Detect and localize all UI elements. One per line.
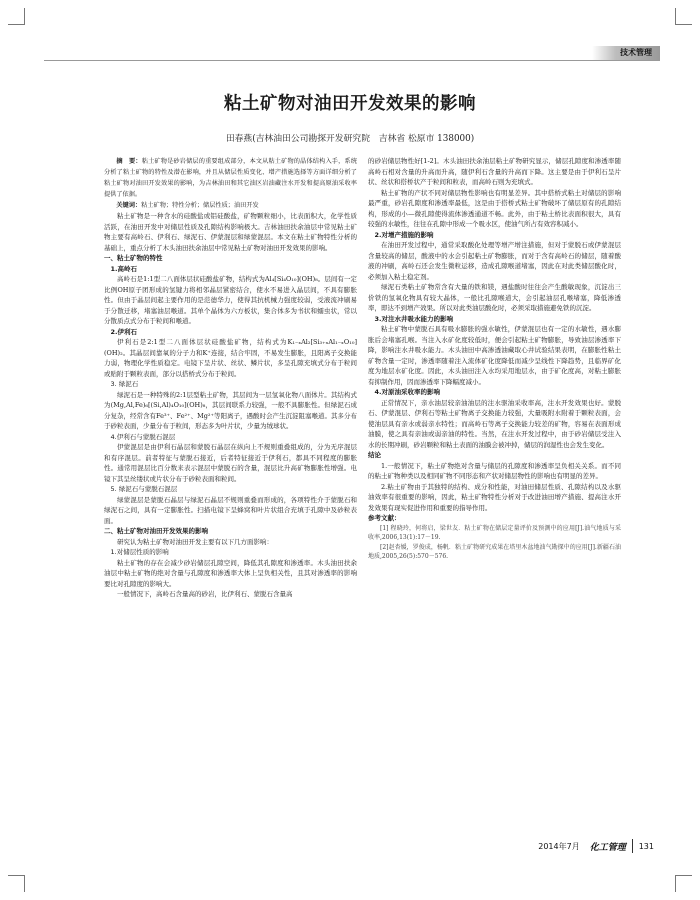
- paragraph: 2.粘土矿物由于其独特的结构、成分和性能，对油田储层性质、孔隙结构以及水驱油效率有很重要的影响，因此，粘土矿物特性分析对于改进油田增产措施、提高注水开发效果有现实促进作用和重要的指导作用。: [368, 482, 621, 512]
- subsection-heading: 2.对增产措施的影响: [374, 230, 434, 239]
- subsection-heading: 2.伊利石: [110, 327, 137, 336]
- right-column: [368, 156, 621, 562]
- subsection-heading: 4.对原油采收率的影响: [374, 388, 440, 396]
- paragraph: 研究认为粘土矿物对油田开发主要有以下几方面影响：: [117, 537, 273, 546]
- subsection-heading: 3. 绿泥石: [110, 380, 139, 388]
- paragraph: 正常情况下，亲水油层较亲油油层的注水驱油采收率高，注水开发效果也好。蒙脱石、伊蒙混层、伊利石等粘土矿物离子交换能力较强，大量吸附水附着于颗粒表面，会使油层具有亲水或弱亲水特性；而高岭石等离子交换能力较差的矿物，容易在表面形成油膜，使之具有亲油或弱亲油的特性。当然，在注水开发过程中，由于砂岩储层受注入水的长期冲刷，砂岩颗粒和粘土表面的油膜会被冲掉，储层的润湿性也会发生变化。: [368, 398, 621, 449]
- subsection-heading: 3.对注水井吸水能力的影响: [374, 314, 453, 323]
- conclusion-heading: 结论: [368, 451, 381, 459]
- page-number: 131: [638, 841, 654, 851]
- paragraph: 粘土矿物的产状不同对储层物性影响也有明显差异。其中搭桥式粘土对储层的影响最严重，砂岩孔隙度和渗透率最低，这是由于搭桥式粘土矿物破坏了储层原有的孔隙结构，形成的小—微孔隙使得流体渗透通道不畅。此外，由于粘土桥比表面积很大，具有较强的水敏性，往往在孔隙中形成一个吸水区，使油气所占有效容积减小。: [368, 188, 621, 228]
- paragraph: 的砂岩储层物性好[1-2]。木头油田扶余油层粘土矿物研究显示，储层孔隙度和渗透率随高岭石相对含量的升高而升高，随伊利石含量的升高而下降。这主要是由于伊利石呈片状、丝状和搭桥状产于粒间和粒表，而高岭石则为充填式。: [368, 157, 621, 186]
- paragraph: 一般情况下，高岭石含量高的砂岩，比伊利石、蒙脱石含量高: [117, 590, 293, 598]
- paragraph: 绿蒙混层是蒙脱石晶层与绿泥石晶层不规则重叠而形成的，各项特性介于蒙脱石和绿泥石之间，具有一定膨胀性。扫描电镜下呈蜂窝和叶片状组合充填于孔隙中及砂粒表面。: [104, 495, 357, 525]
- subsection-heading: 4.伊利石与蒙脱石混层: [110, 432, 176, 441]
- journal-name: 化工管理: [589, 842, 626, 853]
- issue-date: 2014年7月: [538, 841, 580, 851]
- section-heading: 一、粘土矿物的特性: [104, 254, 163, 262]
- article-title: 粘土矿物对油田开发效果的影响: [224, 94, 476, 114]
- paragraph: 伊蒙混层是由伊利石晶层和蒙脱石晶层在纵向上不规则重叠组成的，分为无序混层和有序混层。前者特征与蒙脱石接近，后者特征接近于伊利石，都具不同程度的膨胀性。通常用混层比百分数来表示混层中蒙脱石的含量，混层比升高矿物膨胀性增强。电镜下其呈丝缕状或片状分布于砂粒表面和粒间。: [104, 443, 357, 483]
- crop-mark-top-right: [675, 8, 692, 25]
- paragraph: 粘土矿物是一种含水的硅酸盐或铝硅酸盐，矿物颗粒细小，比表面积大，化学性质活跃，在油田开发中对储层性质及孔隙结构影响极大。吉林油田扶余油层中常见粘土矿物主要有高岭石、伊利石、绿泥石、伊蒙混层和绿蒙混层。本文在粘土矿物特性分析的基础上，重点分析了木头油田扶余油层中常见粘土矿物对油田开发效果的影响。: [104, 212, 357, 252]
- section-label: 技术管理: [592, 46, 660, 60]
- paragraph: 粘土矿物中蒙脱石具有吸水膨胀的强水敏性，伊蒙混层也有一定的水敏性，遇水膨胀后会堵塞孔喉。当注入水矿化度较低时，便会引起粘土矿物膨胀，导致油层渗透率下降，影响注水井吸水能力。木头油田中高渗透油藏取心井试验结果表明，在膨胀性粘土矿物含量一定时，渗透率随着注入流体矿化度降低而减少呈线性下降趋势，且临界矿化度为地层水矿化度。因此，木头油田注入水均采用地层水，由于矿化度高，对粘土膨胀有抑制作用，因而渗透率下降幅度减小。: [368, 325, 621, 386]
- footer-divider: [632, 839, 633, 853]
- paragraph: 高岭石是1:1型二八面体层状硅酸盐矿物，结构式为Al₄[Si₄O₁₀](OH)₈。层间有一定比例OH原子团形成的氢键力将相邻晶层紧密结合，使水不易进入晶层间，不具有膨胀性。但由于晶层间起主要作用的是范德华力，使得其抗机械力强度较弱，受液流冲刷易于分散迁移，堵塞油层喉道。其单个晶体为六方板状，集合体多为书状和蠕虫状，常以分散质点式分布于粒间和喉道。: [104, 275, 357, 325]
- paragraph: 1.一般情况下，粘土矿物绝对含量与储层的孔隙度和渗透率呈负相关关系。而不同的粘土矿物种类以及相同矿物不同形态和产状对储层物性的影响也有明显的差异。: [368, 461, 621, 480]
- crop-mark-top-left: [8, 8, 25, 25]
- subsection-heading: 1.对储层性质的影响: [110, 548, 169, 556]
- abstract: 摘 要：粘土矿物是砂岩储层的重要组成部分，本文从粘土矿物的晶体结构入手，系统分析了粘土矿物的特性及潜在影响，并且从储层性质变化、增产措施选择等方面详细分析了粘土矿物对油田开发效果的影响，为吉林油田和其它油区岩油藏注水开发和提高原油采收率提供了依据。: [104, 158, 357, 198]
- subsection-heading: 5. 绿泥石与蒙脱石混层: [110, 485, 178, 493]
- left-column: [104, 156, 357, 600]
- subsection-heading: 1.高岭石: [110, 264, 137, 273]
- references-heading: 参考文献：: [368, 514, 401, 522]
- reference-item: [2]赵杏媛，罗俊成，杨帆．粘土矿物研究成果在塔里木盆地油气勘探中的应用[J].新疆石油地质,2005,26(5):570－576.: [368, 543, 621, 560]
- section-heading: 二、粘土矿物对油田开发效果的影响: [104, 527, 208, 535]
- paragraph: 粘土矿物的存在会减少砂岩储层孔隙空间，降低其孔隙度和渗透率。木头油田扶余油层中粘土矿物的绝对含量与孔隙度和渗透率大体上呈负相关性，且其对渗透率的影响要比对孔隙度的影响大。: [104, 558, 357, 588]
- page-footer: [538, 839, 654, 853]
- author-affiliation: 田春燕(吉林油田公司勘探开发研究院 吉林省 松原市 138000): [225, 134, 475, 144]
- paragraph: 在油田开发过程中，通常采取酸化处理等增产增注措施，但对于蒙脱石或伊蒙混层含量较高的储层，酸液中的水会引起粘土矿物膨胀，而对于含有高岭石的储层，随着酸液的冲刷，高岭石还会发生微粒运移，造成孔隙喉道堵塞，因此在对此类储层酸化时，必须加入粘土稳定剂。: [368, 241, 621, 281]
- header-rule: [44, 46, 660, 61]
- paragraph: 伊利石是2:1型二八面体层状硅酸盐矿物，结构式为K₁₋ₓAl₂[Si₃₊ₓAl₁₋ₓO₁₀](OH)₂。其晶层间靠氧的分子力和K⁺连接，结合牢固，不易发生膨胀，且阳离子交换能力弱，物理化学性质稳定。电镜下呈片状、丝状、鳞片状，多呈孔隙充填式分布于粒间或贴附于颗粒表面，部分以搭桥式分布于粒间。: [104, 338, 357, 378]
- keywords: 关键词：粘土矿物；特性分析；储层性质；油田开发: [116, 202, 259, 209]
- paragraph: 绿泥石类粘土矿物常含有大量的铁和镁，遇盐酸时往往会产生酸敏现象，沉淀出三价铁的氢氧化物具有较大晶体，一般比孔隙喉道大，会引起油层孔喉堵塞，降低渗透率，即达不到增产效果。所以对此类油层酸化时，必须采取措施避免铁的沉淀。: [368, 283, 621, 312]
- reference-item: [1] 程晓玲，何将启，梁世友．粘土矿物在储层定量评价及预测中的应用[J].油气地质与采收率,2006,13(1):17－19.: [368, 524, 621, 541]
- paragraph: 绿泥石是一种特殊的2:1层型粘土矿物，其层间为一层氢氧化物八面体片。其结构式为(Mg,Al,Fe)₆[(Si,Al)₄O₁₀](OH)₈，其层间联系力较强，一般不具膨胀性。但绿泥石成分复杂，经常含有Fe³⁺、Fe²⁺、Mg²⁺等阳离子，遇酸时会产生沉淀阻塞喉道。其多分布于砂粒表面，少量分布于粒间，形态多为叶片状，少量为绒球状。: [104, 390, 357, 430]
- crop-mark-bottom-left: [8, 875, 25, 892]
- crop-mark-bottom-right: [675, 875, 692, 892]
